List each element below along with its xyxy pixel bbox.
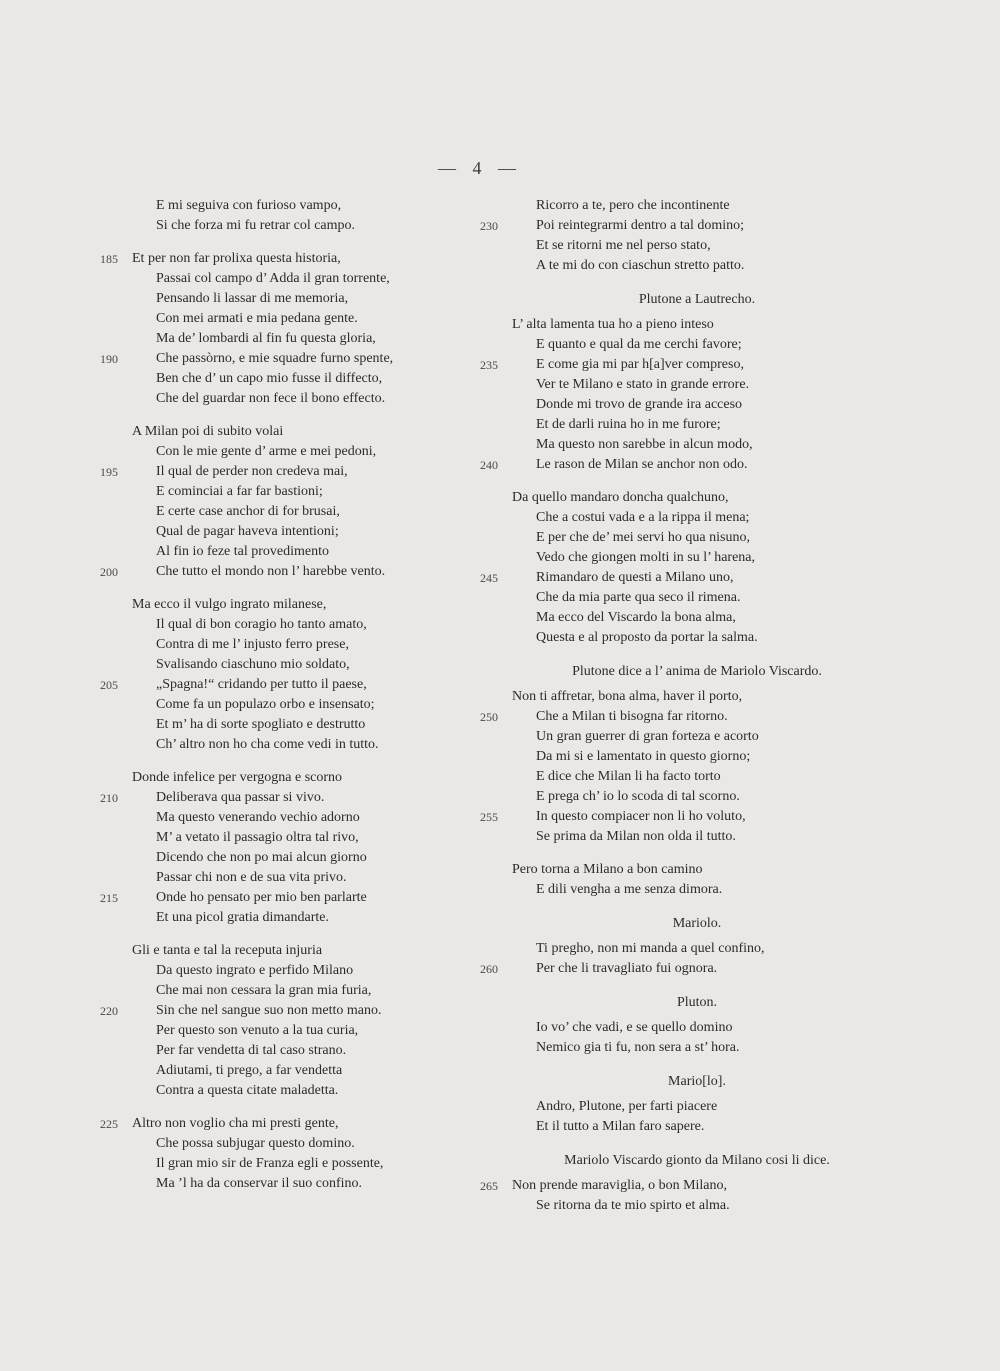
verse-line	[480, 1196, 880, 1216]
verse-line	[480, 196, 880, 216]
speaker-heading: Pluton.	[676, 995, 718, 1010]
verse-text: Da mi si e lamentato in questo giorno;	[536, 749, 751, 764]
verse-line	[480, 236, 880, 256]
verse-line	[480, 256, 880, 276]
verse-text: A te mi do con ciaschun stretto patto.	[536, 258, 745, 273]
stanza	[480, 289, 880, 475]
verse-line	[100, 289, 460, 309]
verse-line	[100, 269, 460, 289]
speaker-heading: Mariolo.	[672, 916, 722, 931]
verse-line	[480, 1097, 880, 1117]
stanza	[480, 196, 880, 276]
verse-line	[480, 375, 880, 395]
speaker-heading: Plutone a Lautrecho.	[638, 292, 756, 307]
verse-text: Et il tutto a Milan faro sapere.	[536, 1119, 705, 1134]
verse-text: Per far vendetta di tal caso strano.	[156, 1043, 347, 1058]
verse-line	[100, 1114, 460, 1134]
verse-line	[480, 628, 880, 648]
verse-line	[100, 1021, 460, 1041]
stanza	[100, 422, 460, 582]
verse-line	[480, 687, 880, 707]
line-number: 205	[100, 678, 118, 692]
verse-text: Ma de’ lombardi al fin fu questa gloria,	[156, 331, 376, 346]
verse-text: Non prende maraviglia, o bon Milano,	[512, 1178, 728, 1193]
verse-line	[100, 502, 460, 522]
verse-line	[480, 1176, 880, 1196]
verse-line	[480, 747, 880, 767]
verse-text: Ma ’l ha da conservar il suo confino.	[156, 1176, 363, 1191]
verse-line	[100, 595, 460, 615]
verse-line	[100, 1174, 460, 1194]
verse-text: Donde mi trovo de grande ira acceso	[536, 397, 743, 412]
line-number: 200	[100, 565, 118, 579]
verse-text: Et de darli ruina ho in me furore;	[536, 417, 721, 432]
verse-text: Per che li travagliato fui ognora.	[536, 961, 718, 976]
verse-line	[480, 707, 880, 727]
verse-text: Et una picol gratia dimandarte.	[156, 910, 329, 925]
verse-line	[100, 808, 460, 828]
verse-line	[480, 355, 880, 375]
verse-line	[480, 455, 880, 475]
verse-text: Io vo’ che vadi, e se quello domino	[536, 1020, 733, 1035]
verse-line	[100, 482, 460, 502]
verse-line	[100, 908, 460, 928]
line-number: 235	[480, 358, 498, 372]
verse-text: Per questo son venuto a la tua curia,	[156, 1023, 359, 1038]
verse-text: Che da mia parte qua seco il rimena.	[536, 590, 741, 605]
verse-line	[480, 435, 880, 455]
stanza	[480, 913, 880, 979]
verse-text: Ma ecco del Viscardo la bona alma,	[536, 610, 736, 625]
verse-line	[100, 462, 460, 482]
verse-text: Da quello mandaro doncha qualchuno,	[512, 490, 729, 505]
verse-text: Adiutami, ti prego, a far vendetta	[156, 1063, 343, 1078]
verse-line	[480, 608, 880, 628]
verse-line	[480, 548, 880, 568]
left-column	[100, 196, 460, 1207]
verse-text: Il qual de perder non credeva mai,	[156, 464, 348, 479]
verse-line	[100, 196, 460, 216]
verse-line	[100, 1061, 460, 1081]
stanza	[100, 595, 460, 755]
verse-text: Le rason de Milan se anchor non odo.	[536, 457, 748, 472]
verse-text: Come fa un populazo orbo e insensato;	[156, 697, 375, 712]
verse-text: E quanto e qual da me cerchi favore;	[536, 337, 742, 352]
verse-line	[100, 349, 460, 369]
verse-text: Contra di me l’ injusto ferro prese,	[156, 637, 349, 652]
stanza	[100, 768, 460, 928]
verse-line	[100, 1001, 460, 1021]
verse-text: Et se ritorni me nel perso stato,	[536, 238, 711, 253]
verse-text: M’ a vetato il passagio oltra tal rivo,	[156, 830, 359, 845]
verse-line	[100, 635, 460, 655]
verse-line	[480, 508, 880, 528]
line-number: 215	[100, 891, 118, 905]
verse-text: Contra a questa citate maladetta.	[156, 1083, 339, 1098]
verse-text: In questo compiacer non li ho voluto,	[536, 809, 746, 824]
verse-text: „Spagna!“ cridando per tutto il paese,	[156, 677, 367, 692]
verse-text: Et m’ ha di sorte spogliato e destrutto	[156, 717, 366, 732]
line-number: 210	[100, 791, 118, 805]
verse-text: Ver te Milano e stato in grande errore.	[536, 377, 750, 392]
verse-line	[100, 1154, 460, 1174]
verse-line	[100, 715, 460, 735]
verse-text: Pero torna a Milano a bon camino	[512, 862, 703, 877]
line-number: 230	[480, 219, 498, 233]
verse-line	[480, 216, 880, 236]
verse-text: E dili vengha a me senza dimora.	[536, 882, 723, 897]
verse-text: Se prima da Milan non olda il tutto.	[536, 829, 736, 844]
line-number: 255	[480, 810, 498, 824]
verse-line	[480, 395, 880, 415]
right-column	[480, 196, 880, 1229]
line-number: 185	[100, 252, 118, 266]
page-number: — 4 —	[438, 158, 522, 178]
verse-text: Poi reintegrarmi dentro a tal domino;	[536, 218, 745, 233]
verse-text: Ben che d’ un capo mio fusse il diffecto,	[156, 371, 383, 386]
verse-text: Onde ho pensato per mio ben parlarte	[156, 890, 367, 905]
verse-text: Qual de pagar haveva intentioni;	[156, 524, 339, 539]
verse-text: Che tutto el mondo non l’ harebbe vento.	[156, 564, 386, 579]
verse-text: Ricorro a te, pero che incontinente	[536, 198, 730, 213]
line-number: 265	[480, 1179, 498, 1193]
verse-line	[480, 528, 880, 548]
verse-text: Che mai non cessara la gran mia furia,	[156, 983, 372, 998]
line-number: 220	[100, 1004, 118, 1018]
verse-line	[100, 655, 460, 675]
verse-line	[100, 309, 460, 329]
verse-text: Ch’ altro non ho cha come vedi in tutto.	[156, 737, 379, 752]
verse-text: Passar chi non e de sua vita privo.	[156, 870, 347, 885]
line-number: 195	[100, 465, 118, 479]
verse-line	[100, 788, 460, 808]
verse-line	[480, 315, 880, 335]
stanza	[480, 992, 880, 1058]
verse-text: A Milan poi di subito volai	[132, 424, 284, 439]
verse-line	[480, 1018, 880, 1038]
verse-text: Ma questo non sarebbe in alcun modo,	[536, 437, 753, 452]
verse-line	[100, 695, 460, 715]
verse-text: E come gia mi par h[a]ver compreso,	[536, 357, 744, 372]
verse-text: Svalisando ciaschuno mio soldato,	[156, 657, 350, 672]
verse-line	[100, 249, 460, 269]
line-number: 225	[100, 1117, 118, 1131]
verse-text: Vedo che giongen molti in su l’ harena,	[536, 550, 756, 565]
verse-text: Sin che nel sangue suo non metto mano.	[156, 1003, 382, 1018]
verse-text: Deliberava qua passar si vivo.	[156, 790, 325, 805]
verse-line	[480, 1117, 880, 1137]
stanza	[100, 249, 460, 409]
verse-text: Che possa subjugar questo domino.	[156, 1136, 355, 1151]
verse-line	[100, 1134, 460, 1154]
verse-line	[100, 675, 460, 695]
verse-line	[480, 488, 880, 508]
verse-text: Dicendo che non po mai alcun giorno	[156, 850, 367, 865]
speaker-heading: Mariolo Viscardo gionto da Milano cosi li dice.	[564, 1153, 830, 1168]
verse-line	[100, 522, 460, 542]
verse-text: E mi seguiva con furioso vampo,	[156, 198, 342, 213]
stanza	[480, 661, 880, 847]
line-number: 190	[100, 352, 118, 366]
verse-text: Andro, Plutone, per farti piacere	[536, 1099, 718, 1114]
verse-line	[100, 442, 460, 462]
verse-line	[100, 941, 460, 961]
verse-line	[480, 939, 880, 959]
verse-text: Non ti affretar, bona alma, haver il porto,	[512, 689, 743, 704]
verse-line	[100, 369, 460, 389]
verse-text: Gli e tanta e tal la receputa injuria	[132, 943, 323, 958]
verse-text: Al fin io feze tal provedimento	[156, 544, 329, 559]
stanza	[480, 1071, 880, 1137]
verse-line	[480, 959, 880, 979]
verse-line	[100, 329, 460, 349]
verse-line	[480, 415, 880, 435]
line-number: 240	[480, 458, 498, 472]
verse-line	[100, 216, 460, 236]
line-number: 260	[480, 962, 498, 976]
verse-line	[100, 735, 460, 755]
verse-line	[100, 828, 460, 848]
line-number: 250	[480, 710, 498, 724]
verse-text: Ma questo venerando vechio adorno	[156, 810, 360, 825]
verse-line	[100, 542, 460, 562]
verse-text: Un gran guerrer di gran forteza e acorto	[536, 729, 759, 744]
verse-text: Et per non far prolixa questa historia,	[132, 251, 341, 266]
verse-line	[480, 880, 880, 900]
stanza	[100, 1114, 460, 1194]
verse-line	[100, 389, 460, 409]
verse-text: Passai col campo d’ Adda il gran torrente,	[156, 271, 390, 286]
verse-text: E prega ch’ io lo scoda di tal scorno.	[536, 789, 740, 804]
verse-text: Che passòrno, e mie squadre furno spente,	[156, 351, 394, 366]
verse-line	[480, 860, 880, 880]
verse-line	[480, 588, 880, 608]
verse-text: Da questo ingrato e perfido Milano	[156, 963, 354, 978]
stanza	[480, 860, 880, 900]
line-number: 245	[480, 571, 498, 585]
verse-line	[480, 787, 880, 807]
verse-text: E per che de’ mei servi ho qua nisuno,	[536, 530, 750, 545]
verse-text: Pensando li lassar di me memoria,	[156, 291, 349, 306]
verse-text: Altro non voglio cha mi presti gente,	[132, 1116, 339, 1131]
verse-text: L’ alta lamenta tua ho a pieno inteso	[512, 317, 714, 332]
verse-line	[100, 888, 460, 908]
verse-line	[480, 767, 880, 787]
verse-line	[480, 1038, 880, 1058]
verse-text: Nemico gia ti fu, non sera a st’ hora.	[536, 1040, 740, 1055]
verse-line	[480, 727, 880, 747]
verse-text: Questa e al proposto da portar la salma.	[536, 630, 758, 645]
verse-line	[100, 961, 460, 981]
stanza	[100, 196, 460, 236]
verse-line	[100, 868, 460, 888]
verse-text: Rimandaro de questi a Milano uno,	[536, 570, 734, 585]
verse-line	[480, 807, 880, 827]
verse-line	[100, 562, 460, 582]
verse-text: Il gran mio sir de Franza egli e possente,	[156, 1156, 384, 1171]
verse-line	[480, 335, 880, 355]
speaker-heading: Plutone dice a l’ anima de Mariolo Viscardo.	[572, 664, 822, 679]
verse-line	[100, 1081, 460, 1101]
verse-text: Ti pregho, non mi manda a quel confino,	[536, 941, 765, 956]
verse-text: Se ritorna da te mio spirto et alma.	[536, 1198, 730, 1213]
verse-text: Con le mie gente d’ arme e mei pedoni,	[156, 444, 377, 459]
verse-text: Ma ecco il vulgo ingrato milanese,	[132, 597, 327, 612]
stanza	[480, 1150, 880, 1216]
verse-text: Che a costui vada e a la rippa il mena;	[536, 510, 750, 525]
verse-text: Che a Milan ti bisogna far ritorno.	[536, 709, 728, 724]
verse-line	[100, 848, 460, 868]
stanza	[480, 488, 880, 648]
verse-line	[100, 768, 460, 788]
verse-line	[100, 981, 460, 1001]
verse-line	[100, 422, 460, 442]
verse-line	[100, 615, 460, 635]
verse-text: Si che forza mi fu retrar col campo.	[156, 218, 356, 233]
verse-line	[480, 568, 880, 588]
verse-line	[480, 827, 880, 847]
verse-text: Con mei armati e mia pedana gente.	[156, 311, 358, 326]
speaker-heading: Mario[lo].	[668, 1074, 726, 1089]
verse-text: Che del guardar non fece il bono effecto.	[156, 391, 386, 406]
verse-text: E dice che Milan li ha facto torto	[536, 769, 721, 784]
verse-text: Il qual di bon coragio ho tanto amato,	[156, 617, 367, 632]
verse-text: Donde infelice per vergogna e scorno	[132, 770, 343, 785]
verse-line	[100, 1041, 460, 1061]
verse-text: E certe case anchor di for brusai,	[156, 504, 340, 519]
verse-text: E cominciai a far far bastioni;	[156, 484, 323, 499]
stanza	[100, 941, 460, 1101]
